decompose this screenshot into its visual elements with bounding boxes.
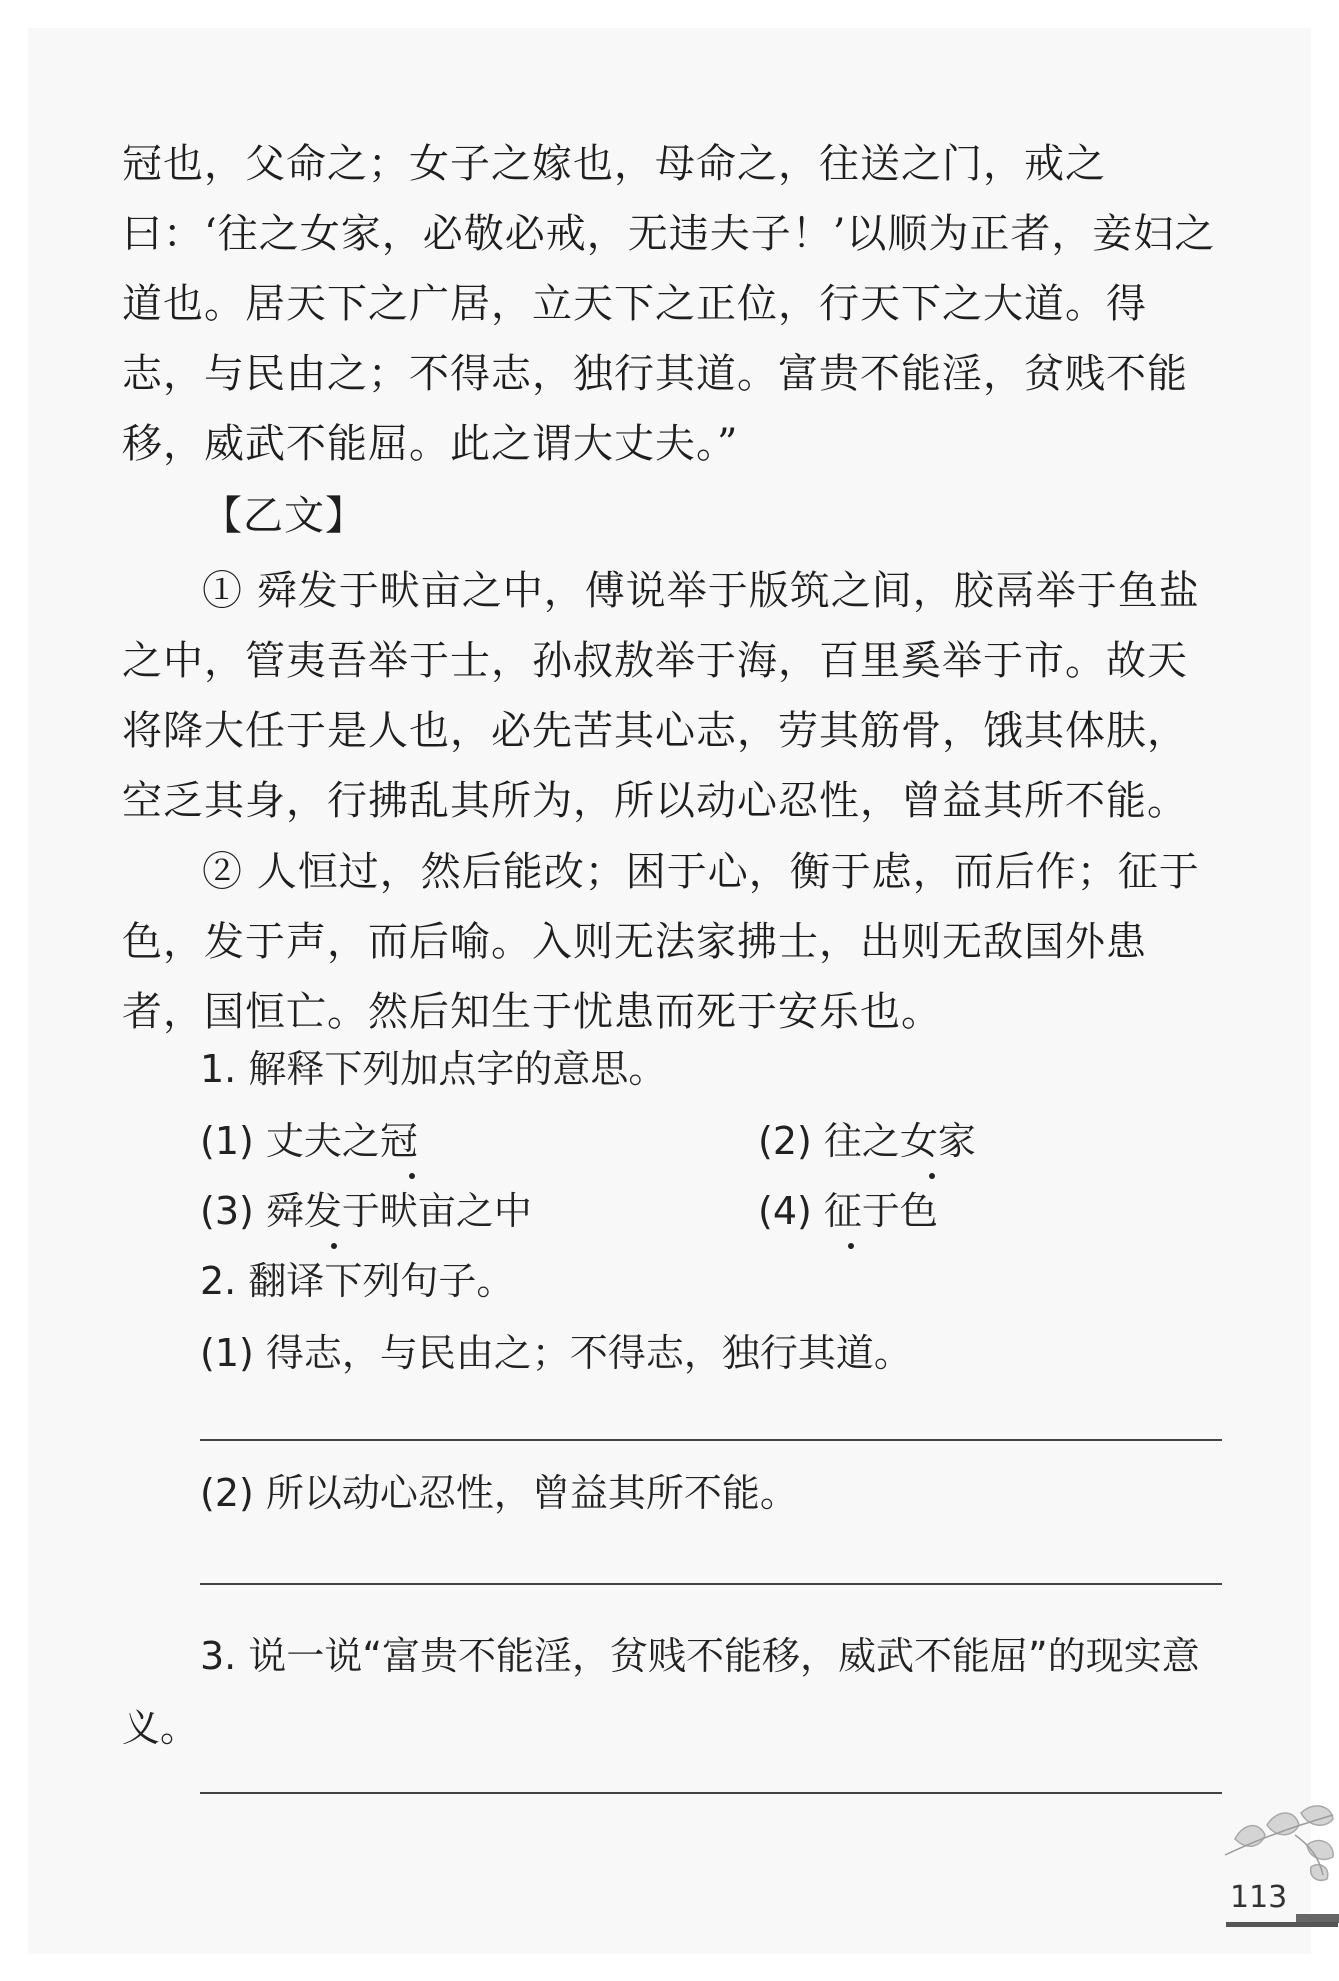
question-1-item-1: (1) 丈夫之冠 — [200, 1119, 418, 1163]
question-1-item-4: (4) 征于色 — [758, 1189, 938, 1233]
question-2-item-2: (2) 所以动心忍性，曾益其所不能。 — [200, 1471, 798, 1515]
question-3-prompt: 3. 说一说“富贵不能淫，贫贱不能移，威武不能屈”的现实意义。 — [122, 1634, 1200, 1750]
passage-yi-paragraph-2: ② 人恒过，然后能改；困于心，衡于虑，而后作；征于色，发于声，而后喻。入则无法家拂士，出则无敌国外患者，国恒亡。然后知生于忧患而死于安乐也。 — [122, 849, 1200, 1035]
passage-yi-paragraph-1: ① 舜发于畎亩之中，傅说举于版筑之间，胶鬲举于鱼盐之中，管夷吾举于士，孙叔敖举于海，百里奚举于市。故天将降大任于是人也，必先苦其心志，劳其筋骨，饿其体肤，空乏其身，行拂乱其所为，所以动心忍性，曾益其所不能。 — [122, 568, 1200, 824]
question-1-item-3: (3) 舜发于畎亩之中 — [200, 1189, 532, 1233]
question-2-prompt: 2. 翻译下列句子。 — [200, 1259, 515, 1303]
passage-jia-tail: 冠也，父命之；女子之嫁也，母命之，往送之门，戒之曰：‘往之女家，必敬必戒，无违夫子！’以顺为正者，妾妇之道也。居天下之广居，立天下之正位，行天下之大道。得志，与民由之；不得志，独行其道。富贵不能淫，贫贱不能移，威武不能屈。此之谓大丈夫。” — [122, 141, 1216, 467]
emphasis-dot — [848, 1243, 854, 1249]
leaf-decoration-icon — [1215, 1795, 1339, 1885]
page-number-rule — [1226, 1922, 1338, 1927]
answer-line[interactable] — [200, 1792, 1222, 1794]
question-1-prompt: 1. 解释下列加点字的意思。 — [200, 1047, 667, 1091]
emphasis-dot — [409, 1173, 415, 1179]
answer-line[interactable] — [200, 1439, 1222, 1441]
page-number: 113 — [1230, 1880, 1288, 1915]
question-1-item-2: (2) 往之女家 — [758, 1119, 976, 1163]
question-2-item-1: (1) 得志，与民由之；不得志，独行其道。 — [200, 1331, 912, 1375]
answer-line[interactable] — [200, 1583, 1222, 1585]
emphasis-dot — [331, 1243, 337, 1249]
emphasis-dot — [929, 1173, 935, 1179]
section-heading-yi: 【乙文】 — [202, 493, 366, 539]
